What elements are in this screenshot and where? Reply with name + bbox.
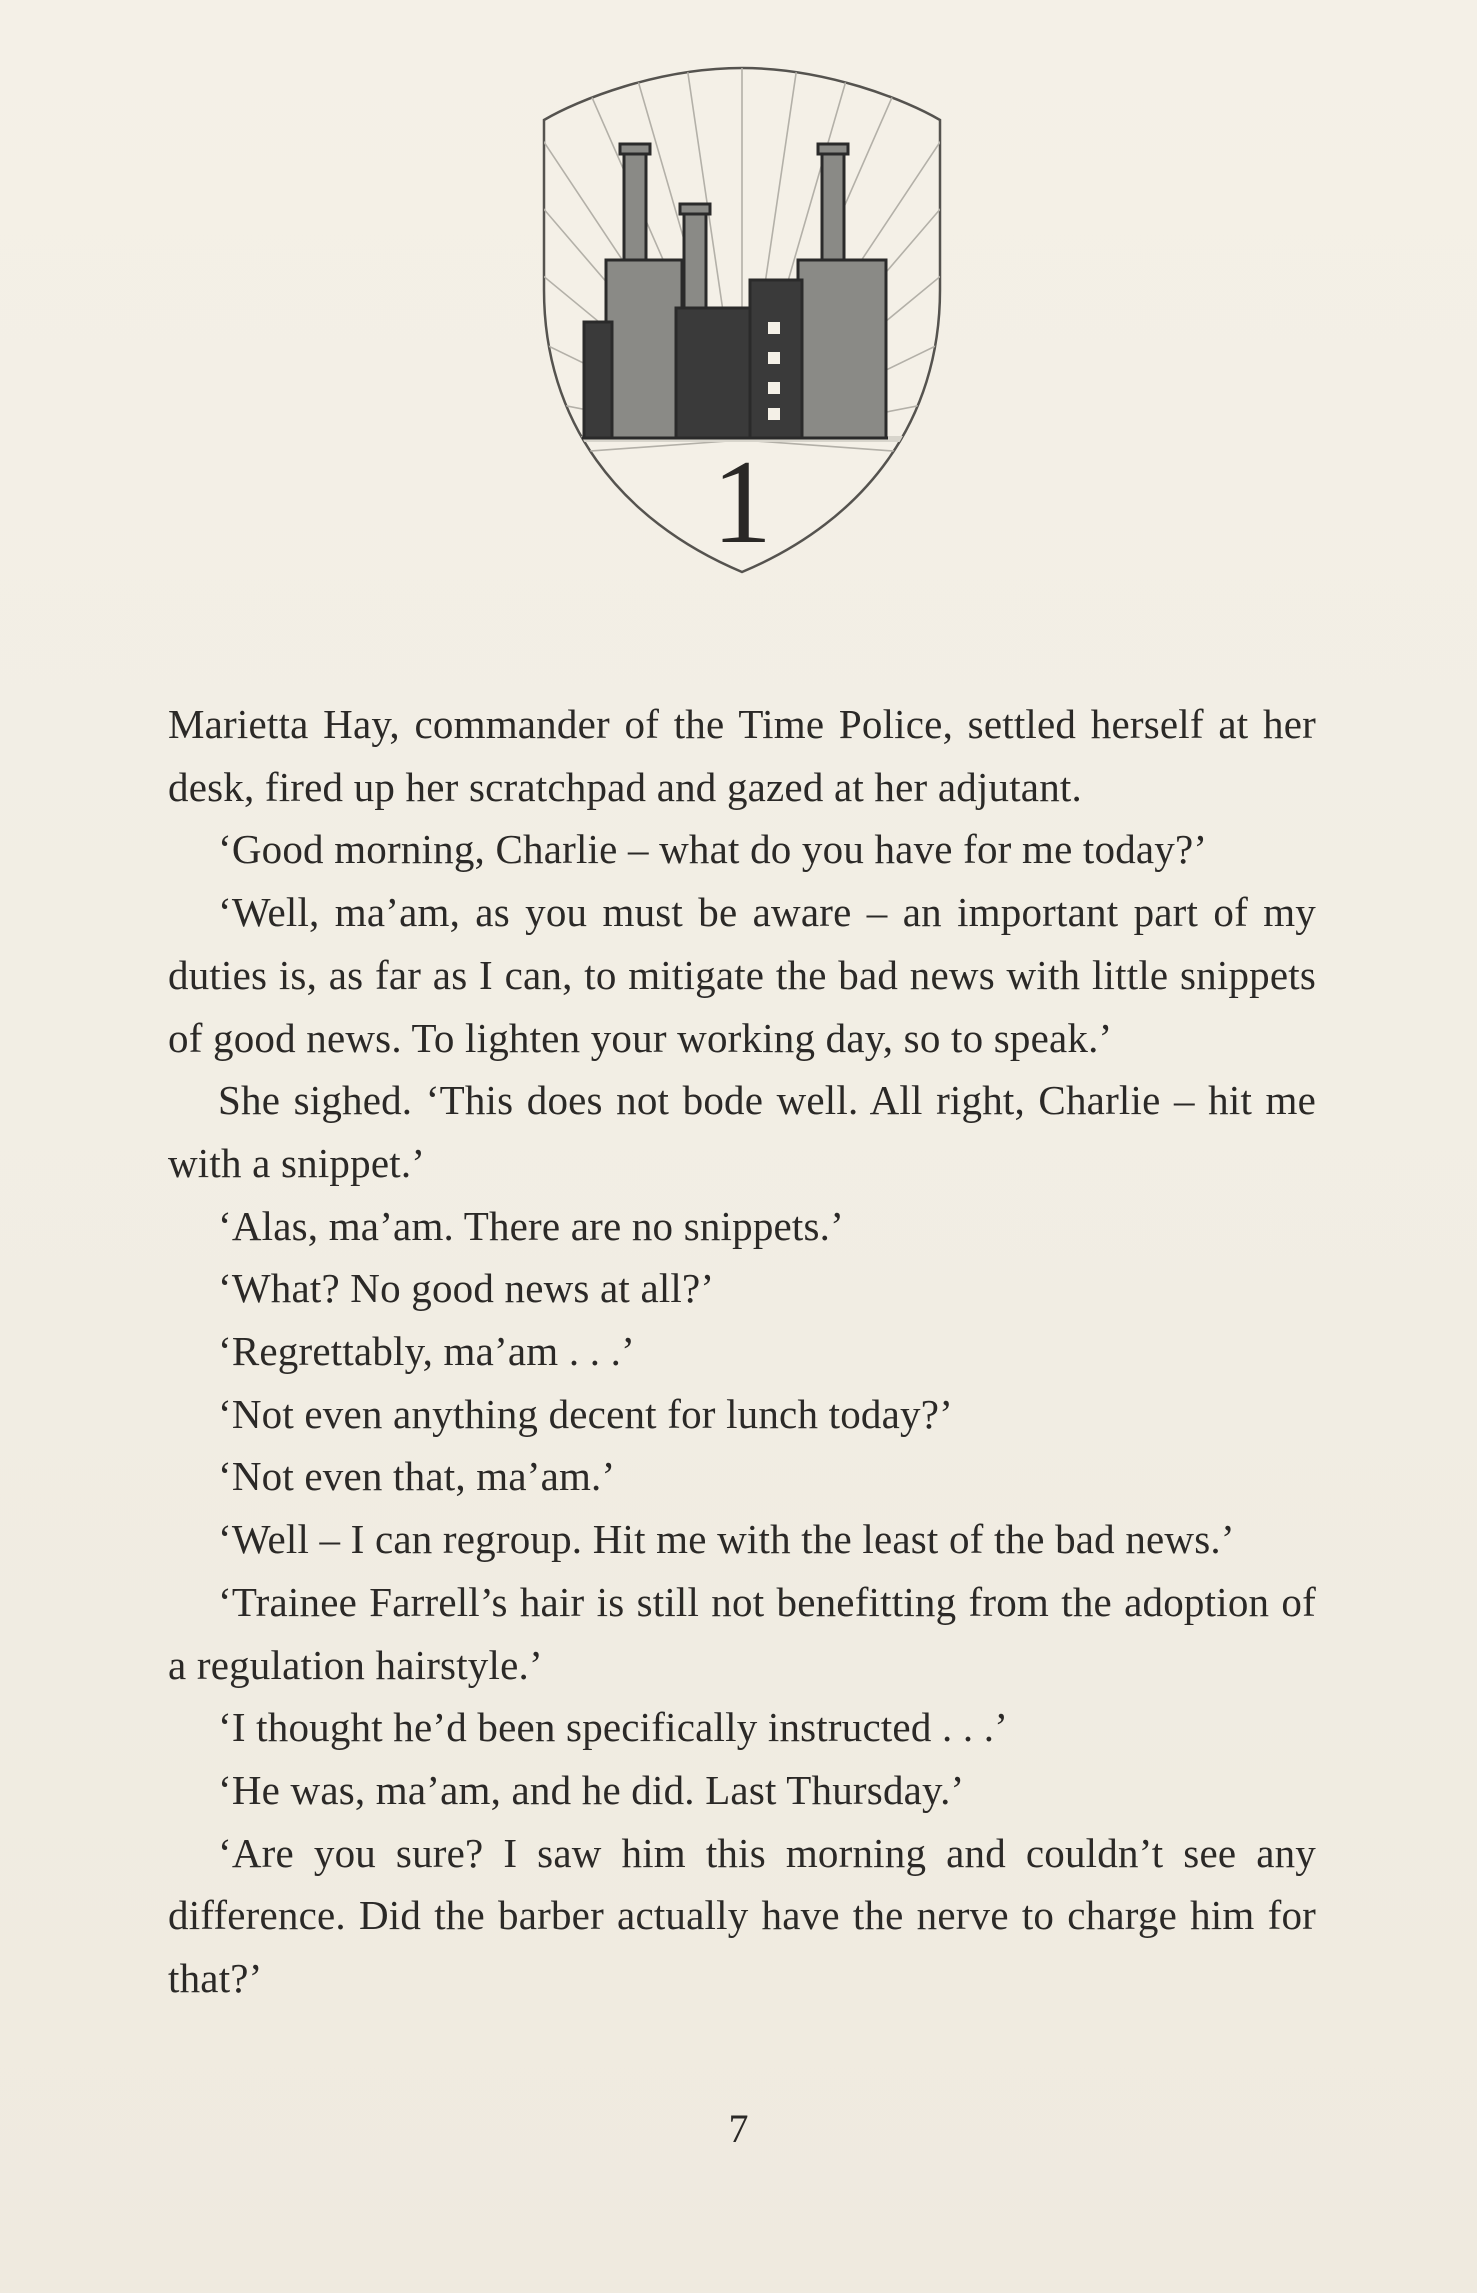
paragraph: ‘He was, ma’am, and he did. Last Thursday.’ bbox=[218, 1766, 965, 1813]
paragraph: She sighed. ‘This does not bode well. All right, Charlie – hit me with a snippet.’ bbox=[168, 1077, 1316, 1186]
paragraph: Marietta Hay, commander of the Time Police, settled herself at her desk, fired up her scratchpad and gazed at her adjutant. bbox=[168, 701, 1316, 810]
paragraph: ‘Alas, ma’am. There are no snippets.’ bbox=[218, 1202, 844, 1249]
paragraph: ‘Well, ma’am, as you must be aware – an important part of my duties is, as far as I can, to mitigate the bad news with little snippets of good news. To lighten your working day, so to speak.’ bbox=[168, 889, 1316, 1061]
page-number: 7 bbox=[728, 2106, 749, 2151]
paragraph: ‘Not even anything decent for lunch today?’ bbox=[218, 1390, 953, 1437]
paragraph: ‘Trainee Farrell’s hair is still not benefitting from the adoption of a regulation hairstyle.’ bbox=[168, 1578, 1316, 1688]
paragraph: ‘Are you sure? I saw him this morning and couldn’t see any difference. Did the barber actually have the nerve to charge him for that?’ bbox=[168, 1829, 1316, 2002]
chapter-body bbox=[168, 693, 1316, 2010]
paragraph: ‘Regrettably, ma’am . . .’ bbox=[218, 1328, 635, 1375]
paragraph: ‘Well – I can regroup. Hit me with the least of the bad news.’ bbox=[218, 1516, 1235, 1563]
paragraph: ‘Not even that, ma’am.’ bbox=[218, 1453, 616, 1500]
paragraph: ‘I thought he’d been specifically instructed . . .’ bbox=[218, 1704, 1009, 1751]
chapter-emblem-shield-icon bbox=[536, 60, 948, 580]
paragraph: ‘Good morning, Charlie – what do you have for me today?’ bbox=[218, 826, 1208, 873]
paragraph: ‘What? No good news at all?’ bbox=[218, 1265, 715, 1312]
chapter-number: 1 bbox=[712, 435, 772, 568]
